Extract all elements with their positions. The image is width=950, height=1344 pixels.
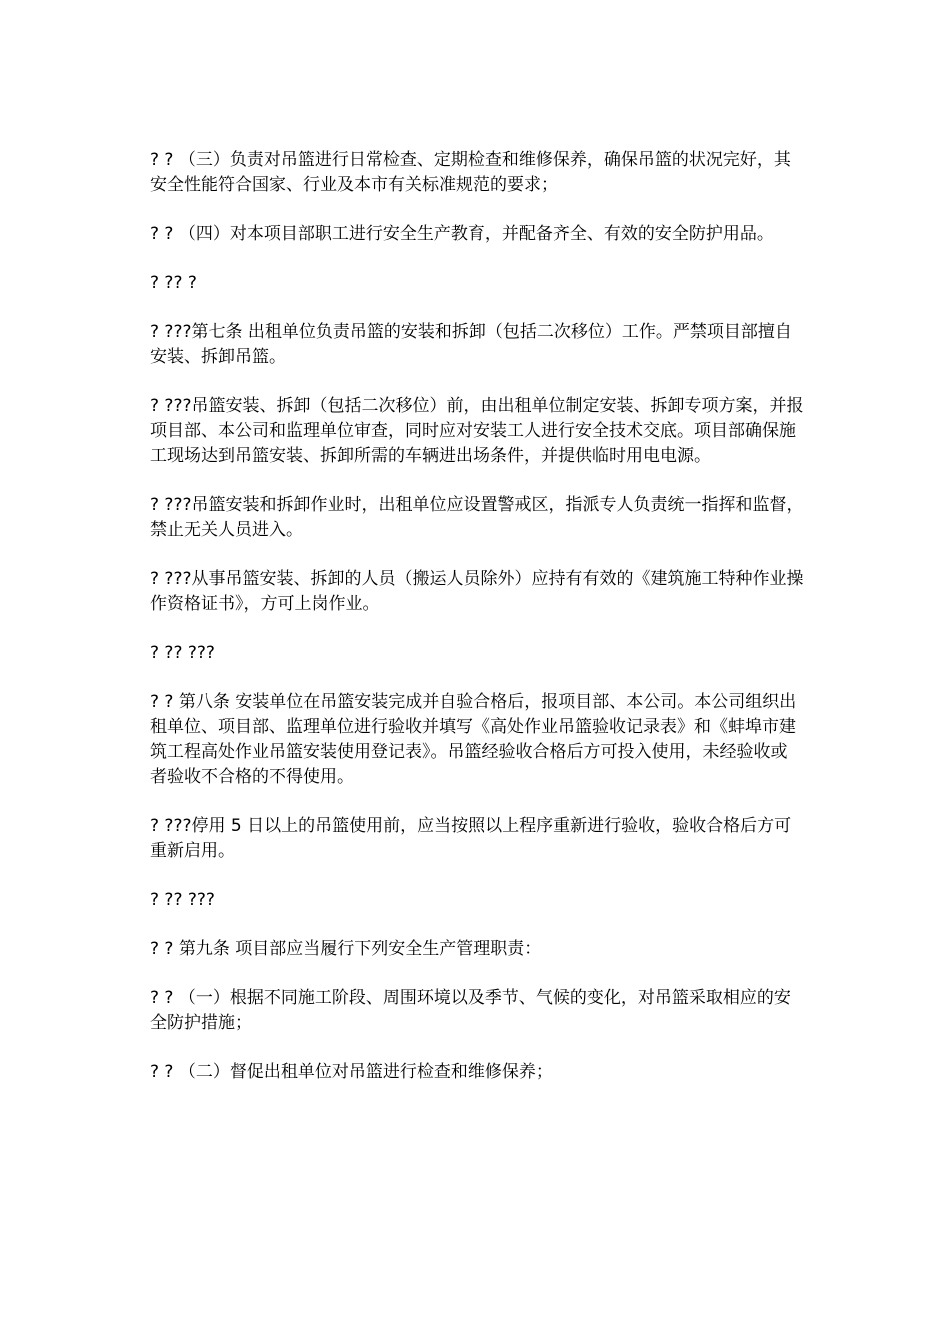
paragraph-item-4-education: ? ? （四）对本项目部职工进行安全生产教育，并配备齐全、有效的安全防护用品。	[150, 224, 774, 244]
paragraph-qualification: ? ???从事吊篮安装、拆卸的人员（搬运人员除外）应持有有效的《建筑施工特种作业操作资格证书》，方可上岗作业。	[150, 569, 804, 614]
paragraph-article-8: ? ? 第八条 安装单位在吊篮安装完成并自验合格后，报项目部、本公司。本公司组织出租单位、项目部、监理单位进行验收并填写《高处作业吊篮验收记录表》和《蚌埠市建筑工程高处作业吊篮安装使用登记表》。吊篮经验收合格后方可投入使用，未经验收或者验收不合格的不得使用。	[150, 692, 797, 787]
document-body	[150, 148, 804, 1109]
paragraph-article-7: ? ???第七条 出租单位负责吊篮的安装和拆卸（包括二次移位）工作。严禁项目部擅自安装、拆卸吊篮。	[150, 322, 792, 367]
paragraph-installation-plan: ? ???吊篮安装、拆卸（包括二次移位）前，由出租单位制定安装、拆卸专项方案，并报项目部、本公司和监理单位审查，同时应对安装工人进行安全技术交底。项目部确保施工现场达到吊篮安装、拆卸所需的车辆进出场条件，并提供临时用电电源。	[150, 396, 804, 466]
paragraph-item-1-protection: ? ? （一）根据不同施工阶段、周围环境以及季节、气候的变化，对吊篮采取相应的安全防护措施；	[150, 988, 791, 1033]
paragraph-placeholder-3: ? ?? ???	[150, 890, 215, 910]
paragraph-placeholder-2: ? ?? ???	[150, 643, 215, 663]
paragraph-warning-zone: ? ???吊篮安装和拆卸作业时，出租单位应设置警戒区，指派专人负责统一指挥和监督，禁止无关人员进入。	[150, 495, 804, 540]
paragraph-article-9: ? ? 第九条 项目部应当履行下列安全生产管理职责：	[150, 939, 542, 959]
paragraph-placeholder-1: ? ?? ?	[150, 273, 197, 293]
paragraph-item-3-duties: ? ? （三）负责对吊篮进行日常检查、定期检查和维修保养，确保吊篮的状况完好，其安全性能符合国家、行业及本市有关标准规范的要求；	[150, 150, 791, 195]
paragraph-re-inspection: ? ???停用 5 日以上的吊篮使用前，应当按照以上程序重新进行验收，验收合格后方可重新启用。	[150, 816, 792, 861]
paragraph-item-2-supervision: ? ? （二）督促出租单位对吊篮进行检查和维修保养；	[150, 1062, 553, 1082]
